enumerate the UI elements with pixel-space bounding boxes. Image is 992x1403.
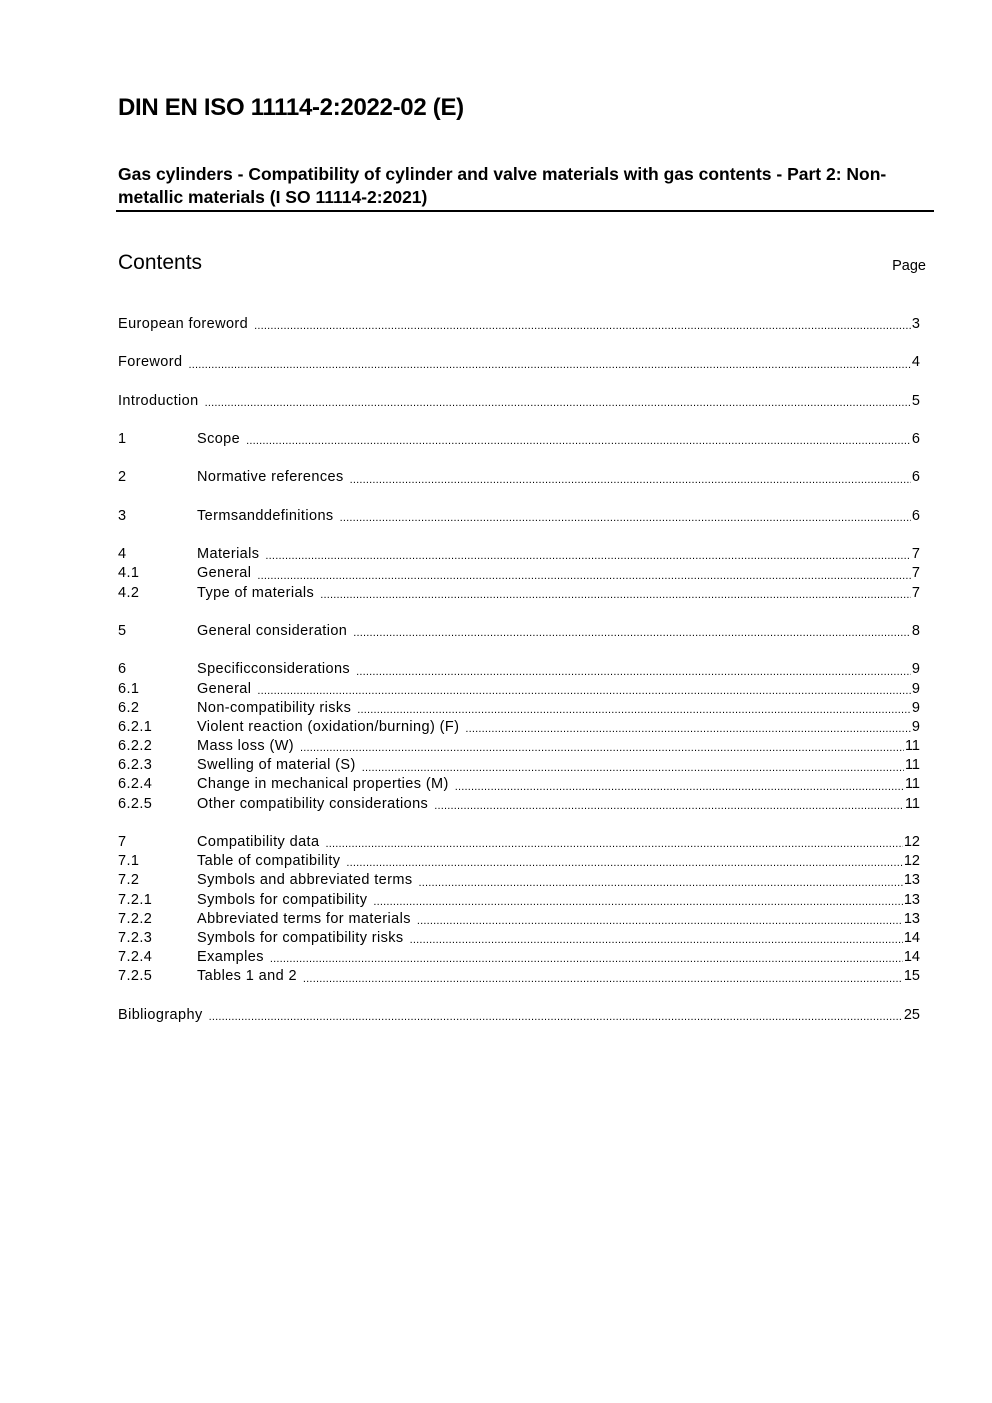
toc-entry-number: 5 [118,622,127,639]
toc-entry-page: 11 [904,738,920,755]
toc-dot-leader [353,626,911,641]
toc-entry[interactable] [118,430,920,449]
toc-entry[interactable] [118,353,920,372]
toc-entry[interactable] [118,622,920,641]
toc-entry-page: 7 [911,546,920,563]
document-title: Gas cylinders - Compatibility of cylinder and valve materials with gas contents - Part 2: Non-metallic materials (I SO 11114-2:2021) [118,164,887,207]
contents-heading: Contents [118,251,203,274]
toc-entry-page: 6 [911,469,920,486]
toc-entry-number: 7.2.3 [118,929,153,946]
toc-entry-title: Violent reaction (oxidation/burning) (F) [197,718,460,735]
toc-dot-leader [188,358,910,373]
toc-dot-leader [465,722,911,737]
toc-entry-title: Type of materials [197,584,315,601]
toc-dot-leader [417,914,903,929]
toc-entry-page: 9 [911,699,920,716]
toc-entry[interactable] [118,564,920,583]
toc-entry[interactable] [118,948,920,967]
toc-entry-number: 7.2.5 [118,968,153,985]
toc-entry-title: Symbols for compatibility [197,891,368,908]
toc-dot-leader [410,933,903,948]
toc-entry-title: Change in mechanical properties (M) [197,776,449,793]
toc-entry[interactable] [118,584,920,603]
toc-entry-number: 2 [118,469,127,486]
toc-entry[interactable] [118,852,920,871]
toc-entry[interactable] [118,545,920,564]
toc-entry-title: Compatibility data [197,834,320,851]
toc-dot-leader [257,684,911,699]
toc-entry-page: 12 [903,834,920,851]
toc-entry-title: European foreword [118,315,249,332]
toc-entry-number: 6.2.4 [118,776,153,793]
toc-dot-leader [320,588,911,603]
toc-entry[interactable] [118,469,920,488]
toc-entry-number: 6.1 [118,680,140,697]
toc-entry[interactable] [118,967,920,986]
toc-entry-number: 7.1 [118,853,140,870]
toc-entry-number: 7.2.2 [118,910,153,927]
toc-entry[interactable] [118,776,920,795]
toc-entry-title: General [197,565,252,582]
toc-entry-page: 11 [904,776,920,793]
toc-entry-page: 6 [911,431,920,448]
toc-entry-number: 7.2.4 [118,949,153,966]
toc-entry-number: 6.2.5 [118,795,153,812]
toc-entry-title: Specificconsiderations [197,661,351,678]
toc-dot-leader [209,1010,903,1025]
toc-entry-number: 4.2 [118,584,140,601]
toc-entry-page: 13 [903,891,920,908]
toc-entry-title: Examples [197,949,264,966]
toc-entry-title: Introduction [118,392,199,409]
toc-entry-title: General consideration [197,622,348,639]
toc-entry-title: Scope [197,431,241,448]
toc-entry-number: 4.1 [118,565,140,582]
toc-entry-title: Termsanddefinitions [197,507,334,524]
page-column-label: Page [892,258,926,274]
toc-entry-number: 4 [118,546,127,563]
toc-entry-title: Non-compatibility risks [197,699,352,716]
toc-dot-leader [325,837,902,852]
toc-entry-number: 7 [118,834,127,851]
toc-entry-number: 6.2.3 [118,757,153,774]
toc-entry[interactable] [118,910,920,929]
toc-entry-page: 13 [903,910,920,927]
toc-entry[interactable] [118,737,920,756]
toc-entry-title: Materials [197,546,260,563]
toc-entry-number: 6 [118,661,127,678]
toc-entry-title: Tables 1 and 2 [197,968,297,985]
toc-dot-leader [346,856,902,871]
toc-entry[interactable] [118,871,920,890]
toc-entry-title: Other compatibility considerations [197,795,429,812]
toc-entry-page: 9 [911,718,920,735]
toc-entry-page: 15 [903,968,920,985]
toc-entry[interactable] [118,660,920,679]
table-of-contents [118,315,920,1025]
toc-dot-leader [362,761,904,776]
toc-entry-number: 3 [118,507,127,524]
toc-entry-page: 7 [911,565,920,582]
toc-entry-page: 14 [903,929,920,946]
toc-entry-title: Normative references [197,469,344,486]
toc-dot-leader [340,511,911,526]
document-id: DIN EN ISO 11114-2:2022-02 (E) [118,94,464,121]
toc-entry-title: Bibliography [118,1006,203,1023]
toc-entry-title: Foreword [118,354,183,371]
toc-entry[interactable] [118,392,920,411]
toc-entry-title: General [197,680,252,697]
toc-dot-leader [254,319,911,334]
toc-entry-title: Swelling of material (S) [197,757,356,774]
toc-entry-page: 4 [911,354,920,371]
toc-entry-page: 5 [911,392,920,409]
toc-entry[interactable] [118,315,920,334]
toc-entry[interactable] [118,699,920,718]
toc-entry-page: 8 [911,622,920,639]
toc-entry[interactable] [118,507,920,526]
toc-dot-leader [257,569,911,584]
toc-entry[interactable] [118,718,920,737]
toc-entry-page: 6 [911,507,920,524]
title-divider [116,210,934,212]
toc-entry[interactable] [118,795,920,814]
toc-dot-leader [246,434,911,449]
toc-entry[interactable] [118,680,920,699]
toc-entry-title: Abbreviated terms for materials [197,910,411,927]
toc-entry-title: Symbols for compatibility risks [197,929,404,946]
toc-entry-number: 6.2.2 [118,738,153,755]
toc-dot-leader [265,549,911,564]
toc-entry-page: 7 [911,584,920,601]
toc-entry[interactable] [118,833,920,852]
toc-entry-page: 13 [903,872,920,889]
toc-dot-leader [356,665,911,680]
toc-dot-leader [455,780,904,795]
toc-entry-page: 11 [904,757,920,774]
toc-entry[interactable] [118,891,920,910]
toc-entry-number: 6.2.1 [118,718,153,735]
toc-entry-page: 25 [903,1006,920,1023]
toc-entry-title: Mass loss (W) [197,738,295,755]
toc-entry-page: 9 [911,661,920,678]
toc-entry[interactable] [118,756,920,775]
toc-entry-title: Symbols and abbreviated terms [197,872,413,889]
toc-dot-leader [434,799,904,814]
toc-dot-leader [270,952,903,967]
toc-dot-leader [300,741,904,756]
toc-dot-leader [303,972,903,987]
toc-entry-page: 12 [903,853,920,870]
toc-dot-leader [373,895,903,910]
toc-dot-leader [419,876,903,891]
toc-entry-page: 14 [903,949,920,966]
toc-entry-number: 6.2 [118,699,140,716]
toc-dot-leader [350,473,911,488]
toc-entry-page: 11 [904,795,920,812]
toc-dot-leader [205,396,911,411]
toc-dot-leader [357,703,911,718]
toc-entry-title: Table of compatibility [197,853,341,870]
toc-entry-page: 9 [911,680,920,697]
toc-entry[interactable] [118,1006,920,1025]
toc-entry[interactable] [118,929,920,948]
toc-entry-number: 7.2 [118,872,140,889]
toc-entry-number: 1 [118,431,127,448]
toc-entry-page: 3 [911,315,920,332]
toc-entry-number: 7.2.1 [118,891,153,908]
